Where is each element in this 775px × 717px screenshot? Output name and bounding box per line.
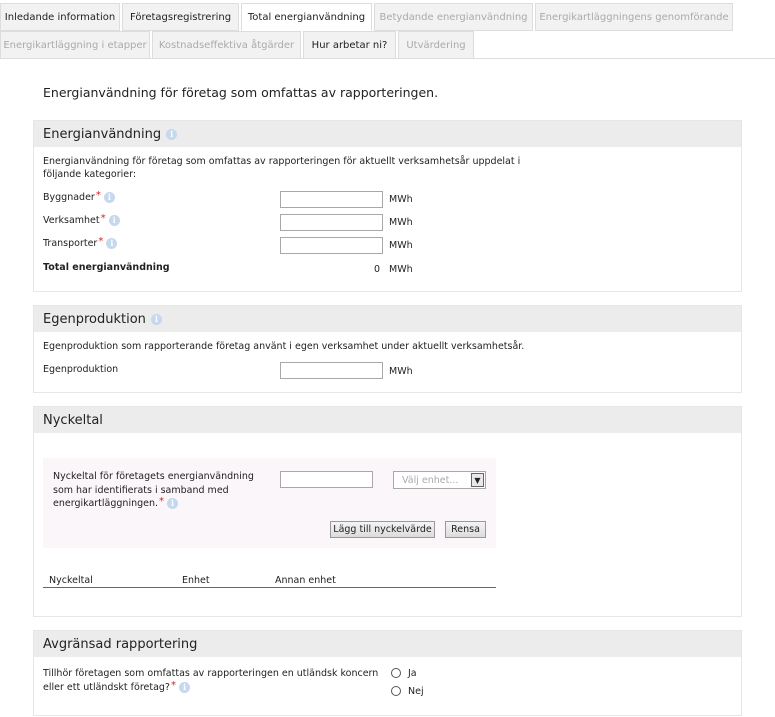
byggnader-unit: MWh xyxy=(389,194,413,205)
required-mark: * xyxy=(100,213,106,224)
tab-divider xyxy=(0,58,775,59)
info-icon[interactable]: i xyxy=(167,498,178,509)
total-label: Total energianvändning xyxy=(43,262,170,273)
kpi-value-input[interactable] xyxy=(280,471,373,488)
verksamhet-input[interactable] xyxy=(280,214,383,231)
add-kpi-button[interactable]: Lägg till nyckelvärde xyxy=(330,521,435,538)
info-icon[interactable]: i xyxy=(109,215,120,226)
page-title: Energianvändning för företag som omfattas av rapporteringen. xyxy=(43,85,439,100)
required-mark: * xyxy=(98,236,104,247)
own-production-input[interactable] xyxy=(280,362,383,379)
byggnader-label xyxy=(43,192,115,203)
required-mark: * xyxy=(159,496,165,507)
radio-nej-label: Nej xyxy=(408,686,424,697)
kpi-section-header xyxy=(34,407,741,433)
kpi-section-title: Nyckeltal xyxy=(43,412,103,428)
energy-description: Energianvändning för företag som omfattas av rapporteringen för aktuellt verksamhetsår uppdelat i följande kategorier: xyxy=(43,156,521,180)
tab-kostnadseffektiva-atgarder[interactable]: Kostnadseffektiva åtgärder xyxy=(152,31,301,59)
tab-energikartlaggningens-genomforande[interactable]: Energikartläggningens genomförande xyxy=(535,3,733,31)
radio-ja[interactable] xyxy=(391,668,401,678)
radio-ja-label: Ja xyxy=(408,668,417,679)
byggnader-label-text: Byggnader xyxy=(43,192,95,203)
unit-select-value: Välj enhet... xyxy=(402,474,459,486)
tab-energikartlaggning-i-etapper[interactable]: Energikartläggning i etapper xyxy=(0,31,150,59)
limited-reporting-header xyxy=(34,631,741,657)
column-header-annan-enhet: Annan enhet xyxy=(275,575,336,586)
info-icon[interactable]: i xyxy=(106,238,117,249)
tab-utvardering[interactable]: Utvärdering xyxy=(398,31,474,59)
own-production-title: Egenproduktion xyxy=(43,311,146,327)
tab-inledande-information[interactable]: Inledande information xyxy=(0,3,120,31)
info-icon[interactable]: i xyxy=(179,682,190,693)
transporter-label-text: Transporter xyxy=(43,238,98,249)
foreign-group-question xyxy=(43,667,383,694)
info-icon[interactable]: i xyxy=(151,314,162,325)
energy-section-header xyxy=(34,121,741,147)
energy-section-title: Energianvändning xyxy=(43,126,162,142)
required-mark: * xyxy=(95,190,101,201)
clear-button[interactable]: Rensa xyxy=(445,521,486,538)
tab-betydande-energianvandning[interactable]: Betydande energianvändning xyxy=(374,3,533,31)
limited-reporting-title: Avgränsad rapportering xyxy=(43,636,198,652)
total-unit: MWh xyxy=(389,264,413,275)
byggnader-input[interactable] xyxy=(280,191,383,208)
tab-foretagsregistrering[interactable]: Företagsregistrering xyxy=(122,3,239,31)
column-header-nyckeltal: Nyckeltal xyxy=(49,575,93,586)
own-production-label: Egenproduktion xyxy=(43,364,119,375)
column-header-enhet: Enhet xyxy=(182,575,210,586)
verksamhet-label-text: Verksamhet xyxy=(43,215,100,226)
transporter-label xyxy=(43,238,117,249)
tab-hur-arbetar-ni[interactable]: Hur arbetar ni? xyxy=(303,31,396,59)
foreign-group-question-text: Tillhör företagen som omfattas av rapporteringen en utländsk koncern eller ett utländskt företag? xyxy=(43,668,379,693)
tab-total-energianvandning[interactable]: Total energianvändning xyxy=(241,3,372,31)
tab-bar xyxy=(0,0,775,58)
kpi-label-text: Nyckeltal för företagets energianvändning som har identifierats i samband med energikartläggningen. xyxy=(53,471,254,509)
transporter-unit: MWh xyxy=(389,240,413,251)
table-header-divider xyxy=(43,587,496,588)
own-production-header xyxy=(34,306,741,332)
verksamhet-label xyxy=(43,215,120,226)
info-icon[interactable]: i xyxy=(166,129,177,140)
kpi-label xyxy=(53,470,263,511)
transporter-input[interactable] xyxy=(280,237,383,254)
verksamhet-unit: MWh xyxy=(389,217,413,228)
chevron-down-icon[interactable]: ▼ xyxy=(471,473,484,487)
total-value: 0 xyxy=(374,264,381,275)
own-production-description: Egenproduktion som rapporterande företag använt i egen verksamhet under aktuellt verksamhetsår. xyxy=(43,341,525,352)
required-mark: * xyxy=(170,679,176,691)
own-production-unit: MWh xyxy=(389,366,413,377)
unit-select[interactable] xyxy=(393,471,486,489)
info-icon[interactable]: i xyxy=(104,192,115,203)
radio-nej[interactable] xyxy=(391,686,401,696)
